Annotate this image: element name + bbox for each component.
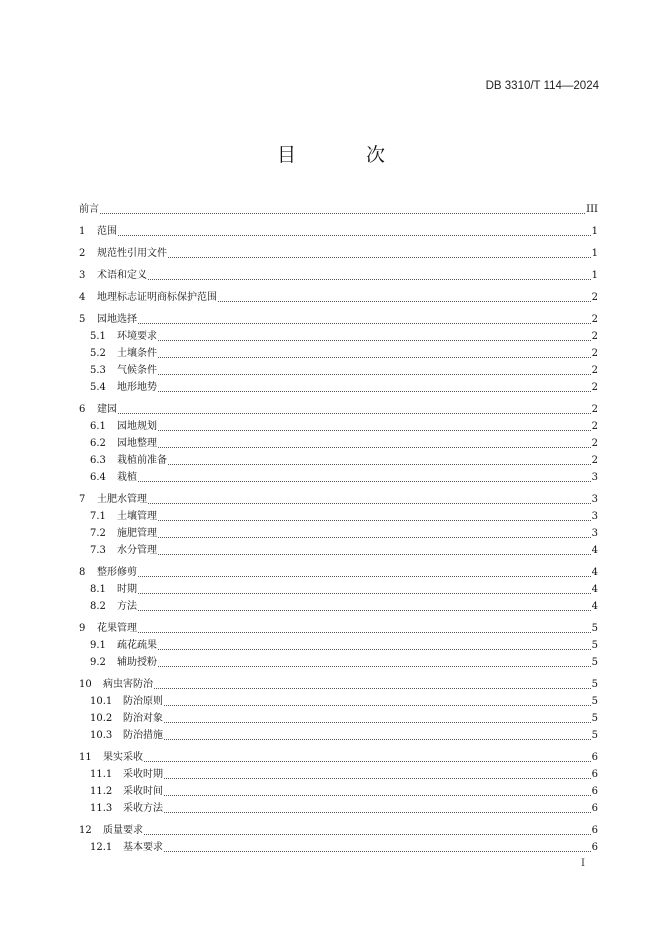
toc-entry-page: 2 xyxy=(591,348,598,359)
toc-entry-page: 3 xyxy=(591,511,598,522)
toc-entry-title: 花果管理 xyxy=(97,623,137,634)
toc-entry-number: 12 xyxy=(79,825,92,836)
toc-entry-number: 11.2 xyxy=(90,786,113,797)
toc-entry-title: 水分管理 xyxy=(117,545,157,556)
toc-entry-number: 7.1 xyxy=(90,511,106,522)
dot-leader xyxy=(148,502,591,504)
dot-leader xyxy=(164,721,591,723)
toc-entry-page: III xyxy=(586,204,598,215)
page-number: I xyxy=(581,858,585,869)
toc-entry-number: 9 xyxy=(79,623,86,634)
toc-entry-title: 园地整理 xyxy=(117,438,157,449)
toc-entry[interactable] xyxy=(79,748,598,765)
toc-entry-page: 2 xyxy=(591,382,598,393)
toc-entry-page: 6 xyxy=(591,803,598,814)
dot-leader xyxy=(164,738,591,740)
dot-leader xyxy=(148,278,591,280)
toc-entry-number: 1 xyxy=(79,226,86,237)
toc-entry-number: 10.2 xyxy=(90,713,113,724)
toc-entry-page: 4 xyxy=(591,545,598,556)
toc-entry[interactable] xyxy=(79,222,598,239)
toc-entry[interactable] xyxy=(79,675,598,692)
toc-entry-title: 栽植 xyxy=(117,472,137,483)
dot-leader xyxy=(138,631,591,633)
toc-entry-title: 病虫害防治 xyxy=(103,679,153,690)
toc-entry-number: 5.2 xyxy=(90,348,106,359)
toc-entry[interactable] xyxy=(79,434,598,451)
toc-entry-page: 5 xyxy=(591,657,598,668)
toc-entry-page: 6 xyxy=(591,752,598,763)
toc-entry-number: 10 xyxy=(79,679,92,690)
toc-entry-number: 8 xyxy=(79,567,86,578)
toc-entry-page: 2 xyxy=(591,365,598,376)
toc-entry-number: 10.1 xyxy=(90,696,113,707)
toc-entry[interactable] xyxy=(79,288,598,305)
toc-entry-page: 5 xyxy=(591,679,598,690)
toc-entry[interactable] xyxy=(79,799,598,816)
toc-entry-title: 基本要求 xyxy=(123,842,163,853)
dot-leader xyxy=(158,429,591,431)
toc-entry-page: 3 xyxy=(591,494,598,505)
toc-entry[interactable] xyxy=(79,451,598,468)
toc-entry-page: 5 xyxy=(591,640,598,651)
toc-entry-page: 2 xyxy=(591,404,598,415)
toc-entry-number: 5.4 xyxy=(90,382,106,393)
toc-entry-title: 建园 xyxy=(97,404,117,415)
dot-leader xyxy=(164,794,591,796)
document-code: DB 3310/T 114—2024 xyxy=(485,80,599,92)
toc-entry-title: 气候条件 xyxy=(117,365,157,376)
toc-entry-number: 9.1 xyxy=(90,640,106,651)
dot-leader xyxy=(158,446,591,448)
toc-entry[interactable] xyxy=(79,344,598,361)
toc-entry-title: 防治对象 xyxy=(123,713,163,724)
dot-leader xyxy=(164,704,591,706)
toc-entry-title: 果实采收 xyxy=(103,752,143,763)
toc-entry-title: 园地选择 xyxy=(97,314,137,325)
toc-entry-page: 5 xyxy=(591,713,598,724)
dot-leader xyxy=(154,687,591,689)
dot-leader xyxy=(168,463,591,465)
toc-entry-title: 土壤管理 xyxy=(117,511,157,522)
toc-entry-title: 采收方法 xyxy=(123,803,163,814)
toc-entry-number: 7.2 xyxy=(90,528,106,539)
dot-leader xyxy=(164,811,591,813)
dot-leader xyxy=(164,777,591,779)
toc-entry-page: 2 xyxy=(591,455,598,466)
toc-entry-number: 5.3 xyxy=(90,365,106,376)
toc-entry-title: 规范性引用文件 xyxy=(97,248,167,259)
dot-leader xyxy=(158,356,591,358)
toc-entry[interactable] xyxy=(79,361,598,378)
toc-entry[interactable] xyxy=(79,563,598,580)
toc-entry-title: 整形修剪 xyxy=(97,567,137,578)
toc-entry-number: 6.2 xyxy=(90,438,106,449)
toc-entry-title: 施肥管理 xyxy=(117,528,157,539)
toc-entry[interactable] xyxy=(79,417,598,434)
toc-entry-number: 3 xyxy=(79,270,86,281)
toc-title: 目 次 xyxy=(276,144,418,166)
dot-leader xyxy=(144,760,591,762)
toc-entry[interactable] xyxy=(79,709,598,726)
toc-entry-number: 7.3 xyxy=(90,545,106,556)
dot-leader xyxy=(164,850,591,852)
toc-entry-number: 6.1 xyxy=(90,421,106,432)
toc-entry-page: 4 xyxy=(591,601,598,612)
toc-entry-title: 栽植前准备 xyxy=(117,455,167,466)
toc-entry-number: 9.2 xyxy=(90,657,106,668)
toc-entry[interactable] xyxy=(79,400,598,417)
toc-entry-page: 4 xyxy=(591,567,598,578)
toc-entry-number: 4 xyxy=(79,292,86,303)
toc-entry-number: 5 xyxy=(79,314,86,325)
dot-leader xyxy=(158,553,591,555)
toc-entry-title: 土壤条件 xyxy=(117,348,157,359)
dot-leader xyxy=(158,665,591,667)
toc-entry-page: 2 xyxy=(591,314,598,325)
toc-entry-number: 8.2 xyxy=(90,601,106,612)
toc-entry-title: 地理标志证明商标保护范围 xyxy=(97,292,217,303)
toc-entry[interactable] xyxy=(79,490,598,507)
toc-entry-page: 1 xyxy=(591,270,598,281)
table-of-contents xyxy=(79,200,598,855)
dot-leader xyxy=(168,256,591,258)
toc-entry-page: 5 xyxy=(591,696,598,707)
dot-leader xyxy=(138,322,591,324)
toc-entry-title: 范围 xyxy=(97,226,117,237)
toc-entry[interactable] xyxy=(79,782,598,799)
toc-entry[interactable] xyxy=(79,327,598,344)
toc-entry[interactable] xyxy=(79,726,598,743)
toc-entry-number: 6.3 xyxy=(90,455,106,466)
toc-entry-title: 采收时间 xyxy=(123,786,163,797)
toc-entry-title: 环境要求 xyxy=(117,331,157,342)
toc-entry-title: 辅助授粉 xyxy=(117,657,157,668)
toc-entry-title: 前言 xyxy=(79,204,99,215)
toc-entry[interactable] xyxy=(79,821,598,838)
toc-entry-page: 3 xyxy=(591,528,598,539)
toc-entry-number: 11.3 xyxy=(90,803,113,814)
dot-leader xyxy=(138,480,591,482)
toc-entry-page: 6 xyxy=(591,769,598,780)
toc-entry-number: 6 xyxy=(79,404,86,415)
dot-leader xyxy=(138,575,591,577)
toc-entry-page: 3 xyxy=(591,472,598,483)
toc-entry-title: 术语和定义 xyxy=(97,270,147,281)
toc-entry-title: 采收时期 xyxy=(123,769,163,780)
toc-entry[interactable] xyxy=(79,378,598,395)
toc-entry[interactable] xyxy=(79,524,598,541)
toc-entry[interactable] xyxy=(79,468,598,485)
toc-entry-page: 2 xyxy=(591,292,598,303)
dot-leader xyxy=(158,339,591,341)
toc-entry-title: 疏花疏果 xyxy=(117,640,157,651)
toc-entry[interactable] xyxy=(79,507,598,524)
toc-entry-page: 5 xyxy=(591,623,598,634)
toc-entry[interactable] xyxy=(79,266,598,283)
dot-leader xyxy=(158,390,591,392)
toc-entry-title: 土肥水管理 xyxy=(97,494,147,505)
toc-entry[interactable] xyxy=(79,636,598,653)
toc-entry-page: 5 xyxy=(591,730,598,741)
toc-entry[interactable] xyxy=(79,838,598,855)
toc-entry[interactable] xyxy=(79,580,598,597)
toc-entry[interactable] xyxy=(79,619,598,636)
dot-leader xyxy=(218,300,591,302)
dot-leader xyxy=(158,648,591,650)
toc-entry-title: 时期 xyxy=(117,584,137,595)
toc-entry[interactable] xyxy=(79,765,598,782)
toc-entry-page: 1 xyxy=(591,226,598,237)
dot-leader xyxy=(118,234,591,236)
toc-entry-title: 防治原则 xyxy=(123,696,163,707)
toc-entry[interactable] xyxy=(79,653,598,670)
toc-entry-page: 4 xyxy=(591,584,598,595)
toc-entry-page: 2 xyxy=(591,421,598,432)
dot-leader xyxy=(158,519,591,521)
toc-entry-number: 10.3 xyxy=(90,730,113,741)
dot-leader xyxy=(138,609,591,611)
toc-entry-number: 8.1 xyxy=(90,584,106,595)
toc-entry-title: 防治措施 xyxy=(123,730,163,741)
toc-entry-number: 7 xyxy=(79,494,86,505)
toc-entry-title: 方法 xyxy=(117,601,137,612)
toc-entry-title: 质量要求 xyxy=(103,825,143,836)
toc-entry-number: 11.1 xyxy=(90,769,113,780)
toc-entry[interactable] xyxy=(79,244,598,261)
toc-entry-number: 6.4 xyxy=(90,472,106,483)
toc-entry-title: 地形地势 xyxy=(117,382,157,393)
toc-entry-page: 6 xyxy=(591,825,598,836)
dot-leader xyxy=(100,212,585,214)
dot-leader xyxy=(144,833,591,835)
toc-entry-number: 11 xyxy=(79,752,92,763)
toc-entry-number: 5.1 xyxy=(90,331,106,342)
toc-entry-title: 园地规划 xyxy=(117,421,157,432)
dot-leader xyxy=(118,412,591,414)
toc-entry-number: 2 xyxy=(79,248,86,259)
dot-leader xyxy=(158,373,591,375)
toc-entry-page: 2 xyxy=(591,438,598,449)
dot-leader xyxy=(158,536,591,538)
toc-entry-page: 2 xyxy=(591,331,598,342)
toc-entry[interactable] xyxy=(79,541,598,558)
toc-entry-number: 12.1 xyxy=(90,842,113,853)
toc-entry[interactable] xyxy=(79,692,598,709)
toc-entry-page: 6 xyxy=(591,842,598,853)
toc-entry[interactable] xyxy=(79,310,598,327)
dot-leader xyxy=(138,592,591,594)
toc-entry-page: 1 xyxy=(591,248,598,259)
toc-entry[interactable] xyxy=(79,200,598,217)
toc-entry-page: 6 xyxy=(591,786,598,797)
toc-entry[interactable] xyxy=(79,597,598,614)
